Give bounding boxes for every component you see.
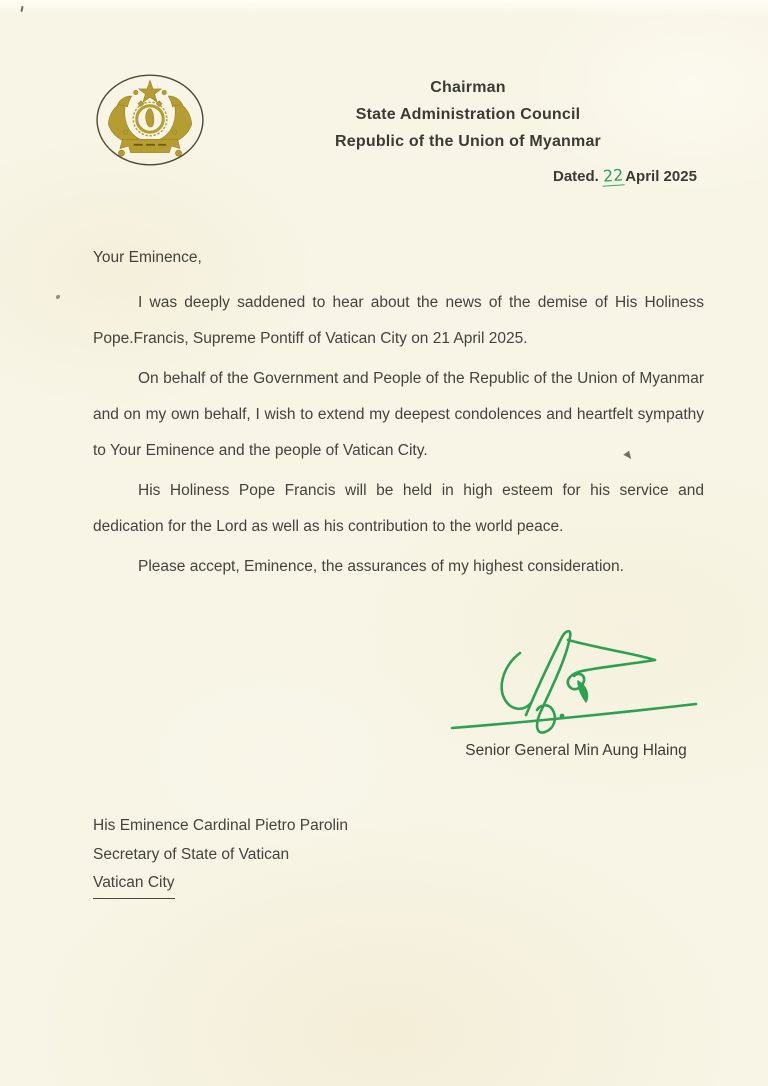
date-line [553,166,697,186]
scan-artifact-speck [56,295,60,299]
handwritten-day: 22 [602,165,624,186]
letterhead-line-republic: Republic of the Union of Myanmar [335,133,601,150]
state-seal-of-myanmar-icon [94,71,206,169]
letterhead-line-council: State Administration Council [355,106,581,123]
signature-ink [440,623,712,745]
salutation: Your Eminence, [93,249,202,266]
paragraph-3: His Holiness Pope Francis will be held in high esteem for his service and dedication for the Lord as well as his contribution to the world peace. [93,482,704,535]
paragraph-1: I was deeply saddened to hear about the news of the demise of His Holiness Pope.Francis, Supreme Pontiff of Vatican City on 21 April 2025. [93,294,704,347]
recipient-name: His Eminence Cardinal Pietro Parolin [93,817,349,834]
scan-artifact-tick [20,6,23,12]
letterhead-line-chairman: Chairman [430,79,506,96]
paragraph-4: Please accept, Eminence, the assurances of my highest consideration. [138,558,624,575]
letter-body [93,240,704,589]
recipient-city [93,869,348,899]
recipient-city-text: Vatican City [93,869,175,899]
recipient-title: Secretary of State of Vatican [93,845,290,863]
paragraph-2: On behalf of the Government and People of the Republic of the Union of Myanmar and on my own behalf, I wish to extend my deepest condolences and heartfelt sympathy to Your Eminence and the people of Vatican City. [93,370,704,459]
date-rest: April 2025 [625,168,697,185]
signer-name: Senior General Min Aung Hlaing [465,742,687,759]
date-label: Dated. [553,168,599,185]
letterhead [318,74,618,155]
recipient-address [93,812,348,899]
